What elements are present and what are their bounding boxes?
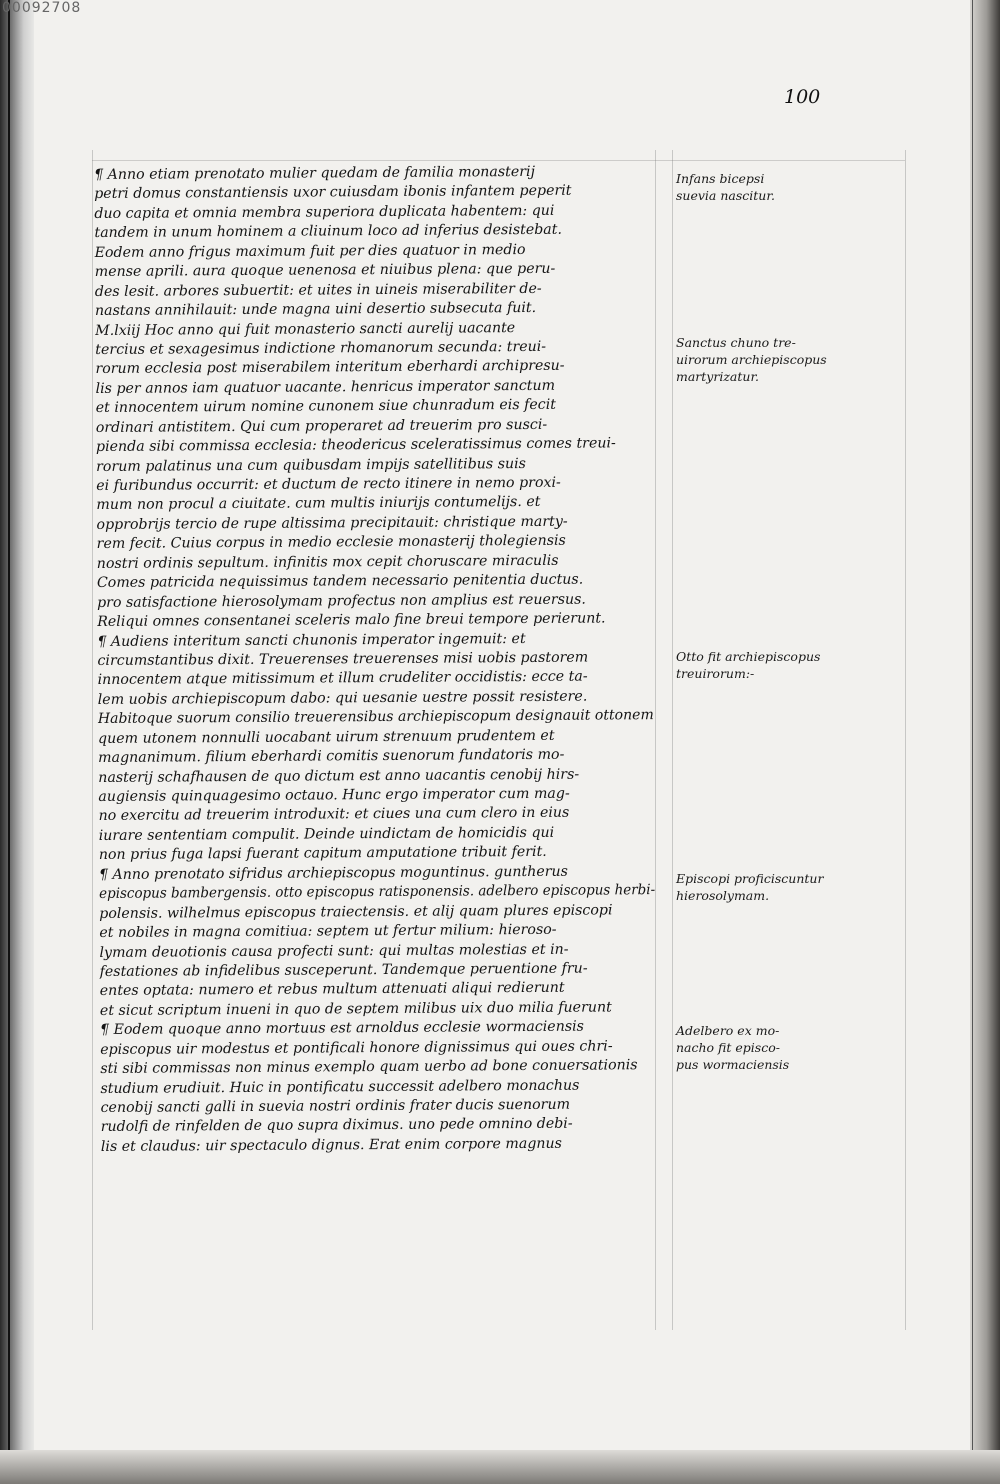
text-line: tandem in unum hominem a cliuinum loco ad inferius desistebat. [94, 222, 563, 242]
marginal-line: Otto fit archiepiscopus [676, 649, 821, 664]
ruling-left [92, 150, 93, 1330]
text-line: nostri ordinis sepultum. infinitis mox cepit choruscare miraculis [96, 552, 559, 572]
marginal-note-5 [676, 1022, 826, 1073]
text-line: ¶ Anno prenotato sifridus archiepiscopus moguntinus. guntherus [98, 863, 568, 883]
text-line: ¶ Anno etiam prenotato mulier quedam de familia monasterij [94, 163, 536, 183]
text-line: festationes ab infidelibus susceperunt. Tandemque peruentione fru- [99, 960, 588, 980]
text-line: lis per annos iam quatuor uacante. henricus imperator sanctum [95, 377, 556, 397]
text-line: cenobij sancti galli in suevia nostri ordinis frater ducis suenorum [100, 1096, 571, 1116]
text-line: sti sibi commissas non minus exemplo quam uerbo ad bone conuersationis [100, 1057, 638, 1078]
text-line: nasterij schafhausen de quo dictum est anno uacantis cenobij hirs- [98, 766, 580, 786]
binding-gutter [0, 0, 34, 1484]
text-line: et innocentem uirum nomine cunonem siue chunradum eis fecit [95, 397, 556, 417]
text-line: iurare sententiam compulit. Deinde uindictam de homicidis qui [98, 824, 555, 844]
text-line: ¶ Eodem quoque anno mortuus est arnoldus ecclesie wormaciensis [99, 1018, 584, 1039]
text-line: et sicut scriptum inueni in quo de septem milibus uix duo milia fuerunt [99, 999, 612, 1019]
text-line: M.lxiij Hoc anno qui fuit monasterio sancti aurelij uacante [95, 319, 516, 339]
text-line: episcopus bambergensis. otto episcopus ratisponensis. adelbero episcopus herbi- [99, 882, 656, 903]
text-line: petri domus constantiensis uxor cuiusdam ibonis infantem peperit [94, 183, 572, 203]
text-line: pro satisfactione hierosolymam profectus non amplius est reuersus. [96, 591, 586, 611]
marginal-line: pus wormaciensis [676, 1057, 790, 1072]
text-line: studium erudiuit. Huic in pontificatu successit adelbero monachus [100, 1077, 580, 1097]
binding-edge-line [8, 0, 10, 1484]
text-line: et nobiles in magna comitiua: septem ut fertur milium: hieroso- [99, 921, 557, 942]
text-line: lymam deuotionis causa profecti sunt: qui multas molestias et in- [99, 941, 569, 961]
marginal-line: Episcopi proficiscuntur [676, 871, 824, 886]
marginal-line: Adelbero ex mo- [676, 1023, 780, 1038]
ruling-top [92, 160, 905, 161]
text-line: entes optata: numero et rebus multum attenuati aliqui redierunt [99, 980, 565, 1000]
text-line: mum non procul a ciuitate. cum multis iniurijs contumelijs. et [96, 494, 541, 514]
text-line: nastans annihilauit: unde magna uini desertio subsecuta fuit. [94, 299, 537, 320]
text-line: tercius et sexagesimus indictione rhomanorum secunda: treui- [95, 338, 547, 358]
text-line: rorum ecclesia post miserabilem interitum eberhardi archipresu- [95, 358, 565, 378]
marginal-line: suevia nascitur. [676, 188, 775, 203]
text-line: Comes patricida nequissimus tandem necessario penitentia ductus. [96, 571, 584, 592]
marginal-note-1 [676, 170, 826, 204]
marginal-note-4 [676, 870, 826, 904]
ruling-margin-right [905, 150, 906, 1330]
text-line: ei furibundus occurrit: et ductum de recto itinere in nemo proxi- [96, 474, 561, 494]
text-line: ¶ Audiens interitum sancti chunonis imperator ingemuit: et [97, 630, 526, 650]
text-line: quem utonem nonnulli uocabant uirum strenuum prudentem et [97, 727, 555, 747]
text-line: circumstantibus dixit. Treuerenses treuerenses misi uobis pastorem [97, 649, 589, 669]
text-line: magnanimum. filium eberhardi comitis suenorum fundatoris mo- [98, 746, 565, 767]
text-line: ordinari antistitem. Qui cum properaret ad treuerim pro susci- [95, 416, 548, 436]
text-line: des lesit. arbores subuertit: et uites in uineis miserabiliter de- [94, 280, 542, 300]
archive-id: 00092708 [2, 0, 82, 16]
text-line: rorum palatinus una cum quibusdam impijs satellitibus suis [96, 455, 526, 475]
main-text-block [94, 162, 657, 1157]
marginal-line: martyrizatur. [676, 369, 760, 384]
marginal-line: nacho fit episco- [676, 1040, 780, 1055]
text-line: no exercitu ad treuerim introduxit: et ciues una cum clero in eius [98, 805, 570, 825]
text-line: rem fecit. Cuius corpus in medio ecclesie monasterij tholegiensis [96, 533, 566, 553]
page-right-edge [970, 0, 1000, 1484]
text-line: opprobrijs tercio de rupe altissima precipitauit: christique marty- [96, 513, 568, 533]
marginal-note-2 [676, 334, 826, 385]
text-line: Reliqui omnes consentanei sceleris malo fine breui tempore perierunt. [97, 610, 606, 631]
marginal-line: uirorum archiepiscopus [676, 352, 827, 367]
text-line: augiensis quinquagesimo octauo. Hunc ergo imperator cum mag- [98, 785, 570, 805]
text-line: non prius fuga lapsi fuerant capitum amputatione tribuit ferit. [98, 844, 547, 864]
text-line: polensis. wilhelmus episcopus traiectensis. et alij quam plures episcopi [99, 902, 613, 922]
page-bottom-edge [0, 1450, 1000, 1484]
marginal-note-3 [676, 648, 826, 682]
marginal-line: Infans bicepsi [676, 171, 765, 186]
marginal-line: hierosolymam. [676, 888, 770, 903]
text-line: Habitoque suorum consilio treuerensibus archiepiscopum designauit ottonem [97, 707, 654, 728]
ruling-margin-left [672, 150, 673, 1330]
text-line: Eodem anno frigus maximum fuit per dies quatuor in medio [94, 241, 526, 261]
text-line: duo capita et omnia membra superiora duplicata habentem: qui [94, 202, 555, 222]
text-line: rudolfi de rinfelden de quo supra diximus. uno pede omnino debi- [100, 1116, 573, 1136]
marginal-line: Sanctus chuno tre- [676, 335, 796, 350]
text-line: episcopus uir modestus et pontificali honore dignissimus qui oues chri- [100, 1038, 613, 1058]
text-line: mense aprili. aura quoque uenenosa et niuibus plena: que peru- [94, 260, 556, 281]
marginal-line: treuirorum:- [676, 666, 755, 681]
text-line: innocentem atque mitissimum et illum crudeliter occidistis: ecce ta- [97, 668, 588, 689]
text-line: lis et claudus: uir spectaculo dignus. Erat enim corpore magnus [100, 1135, 562, 1155]
text-line: pienda sibi commissa ecclesia: theodericus sceleratissimus comes treui- [95, 435, 616, 456]
folio-number: 100 [784, 86, 821, 108]
text-line: lem uobis archiepiscopum dabo: qui uesanie uestre possit resistere. [97, 688, 588, 708]
